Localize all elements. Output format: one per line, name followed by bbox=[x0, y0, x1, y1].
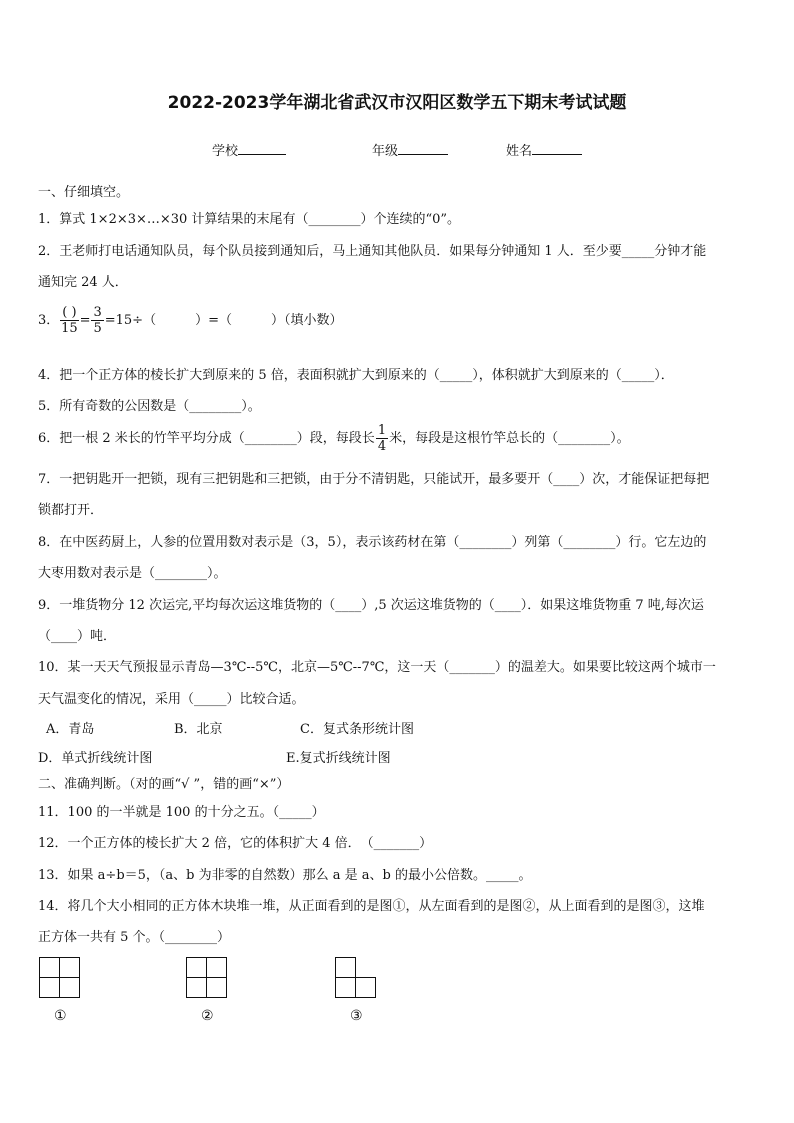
name-field[interactable] bbox=[506, 140, 582, 159]
question-5: 5．所有奇数的公因数是（________）。 bbox=[38, 399, 261, 414]
question-6-fraction bbox=[376, 423, 388, 454]
question-14-line-2: 正方体一共有 5 个。（________） bbox=[38, 930, 231, 945]
question-3-fraction-2 bbox=[91, 305, 103, 336]
fraction-2-numerator: 3 bbox=[93, 305, 102, 320]
grid-cell bbox=[206, 957, 227, 978]
figure-3-label: ③ bbox=[350, 1008, 363, 1024]
fraction-numerator: 1 bbox=[377, 423, 387, 438]
section-1-heading: 一、仔细填空。 bbox=[38, 185, 130, 200]
question-8-line-2: 大枣用数对表示是（________）。 bbox=[38, 566, 227, 581]
question-3-rest: =15÷（ ）=（ ）（填小数） bbox=[104, 313, 343, 328]
fraction-denominator: 4 bbox=[377, 439, 387, 454]
grid-cell bbox=[59, 957, 80, 978]
fraction-2-denominator: 5 bbox=[93, 321, 102, 336]
section-2-heading: 二、准确判断。（对的画“√ ”，错的画“×”） bbox=[38, 777, 290, 792]
grid-cell bbox=[39, 957, 60, 978]
question-8-line-1: 8．在中医药厨上，人参的位置用数对表示是（3，5），表示该药材在第（________）列第（________）行。它左边的 bbox=[38, 535, 707, 550]
question-6-part-1: 6．把一根 2 米长的竹竿平均分成（________）段，每段长 bbox=[38, 431, 375, 446]
grid-cell bbox=[335, 957, 356, 978]
name-label: 姓名 bbox=[506, 144, 533, 159]
question-11: 11．100 的一半就是 100 的十分之五。（_____） bbox=[38, 805, 325, 820]
figure-2-label: ② bbox=[201, 1008, 214, 1024]
grid-cell bbox=[186, 977, 207, 998]
question-9-line-2: （____）吨． bbox=[38, 629, 117, 644]
question-4: 4．把一个正方体的棱长扩大到原来的 5 倍，表面积就扩大到原来的（_____），体积就扩大到原来的（_____）． bbox=[38, 368, 674, 383]
question-7-line-1: 7．一把钥匙开一把锁，现有三把钥匙和三把锁，由于分不清钥匙，只能试开，最多要开（____）次，才能保证把每把 bbox=[38, 472, 710, 487]
figure-1-label: ① bbox=[54, 1008, 67, 1024]
question-6-part-2: 米，每段是这根竹竿总长的（________）。 bbox=[389, 431, 630, 446]
page-title: 2022-2023学年湖北省武汉市汉阳区数学五下期末考试试题 bbox=[167, 93, 627, 113]
question-3-equals: = bbox=[79, 313, 91, 328]
question-3 bbox=[38, 305, 756, 336]
question-13: 13．如果 a÷b＝5，（a、b 为非零的自然数）那么 a 是 a、b 的最小公倍数。_____。 bbox=[38, 868, 532, 883]
school-blank[interactable] bbox=[238, 142, 286, 155]
question-9-line-1: 9．一堆货物分 12 次运完,平均每次运这堆货物的（____）,5 次运这堆货物的（____）．如果这堆货物重 7 吨,每次运 bbox=[38, 598, 704, 613]
option-b[interactable]: B．北京 bbox=[174, 722, 223, 737]
grid-cell bbox=[186, 957, 207, 978]
question-10-line-2: 天气温变化的情况，采用（_____）比较合适。 bbox=[38, 692, 305, 707]
question-2-line-1: 2．王老师打电话通知队员，每个队员接到通知后，马上通知其他队员．如果每分钟通知 1 人．至少要_____分钟才能 bbox=[38, 244, 707, 259]
grade-field[interactable] bbox=[372, 140, 448, 159]
school-label: 学校 bbox=[212, 144, 239, 159]
grid-cell bbox=[59, 977, 80, 998]
option-c[interactable]: C．复式条形统计图 bbox=[300, 722, 414, 737]
name-blank[interactable] bbox=[532, 142, 582, 155]
question-3-number: 3． bbox=[38, 313, 60, 328]
grid-cell bbox=[206, 977, 227, 998]
option-d[interactable]: D．单式折线统计图 bbox=[38, 751, 153, 766]
question-10-line-1: 10．某一天天气预报显示青岛—3℃--5℃，北京—5℃--7℃，这一天（_______）的温差大。如果要比较这两个城市一 bbox=[38, 660, 716, 675]
question-12: 12．一个正方体的棱长扩大 2 倍，它的体积扩大 4 倍． （_______） bbox=[38, 836, 433, 851]
question-2-line-2: 通知完 24 人． bbox=[38, 275, 128, 290]
school-field[interactable] bbox=[212, 140, 286, 159]
question-14-line-1: 14．将几个大小相同的正方体木块堆一堆，从正面看到的是图①，从左面看到的是图②，从上面看到的是图③，这堆 bbox=[38, 899, 705, 914]
grid-cell bbox=[39, 977, 60, 998]
question-7-line-2: 锁都打开． bbox=[38, 503, 104, 518]
grid-cell bbox=[335, 977, 356, 998]
fraction-1-denominator: 15 bbox=[61, 321, 78, 336]
grid-cell bbox=[355, 977, 376, 998]
question-6 bbox=[38, 423, 756, 454]
grade-blank[interactable] bbox=[398, 142, 448, 155]
question-3-fraction-1 bbox=[60, 305, 78, 336]
grade-label: 年级 bbox=[372, 144, 399, 159]
option-a[interactable]: A．青岛 bbox=[46, 722, 95, 737]
option-e[interactable]: E.复式折线统计图 bbox=[286, 751, 391, 766]
fraction-1-numerator: ( ) bbox=[62, 305, 77, 320]
question-1: 1．算式 1×2×3×…×30 计算结果的末尾有（________）个连续的“0”。 bbox=[38, 212, 461, 227]
